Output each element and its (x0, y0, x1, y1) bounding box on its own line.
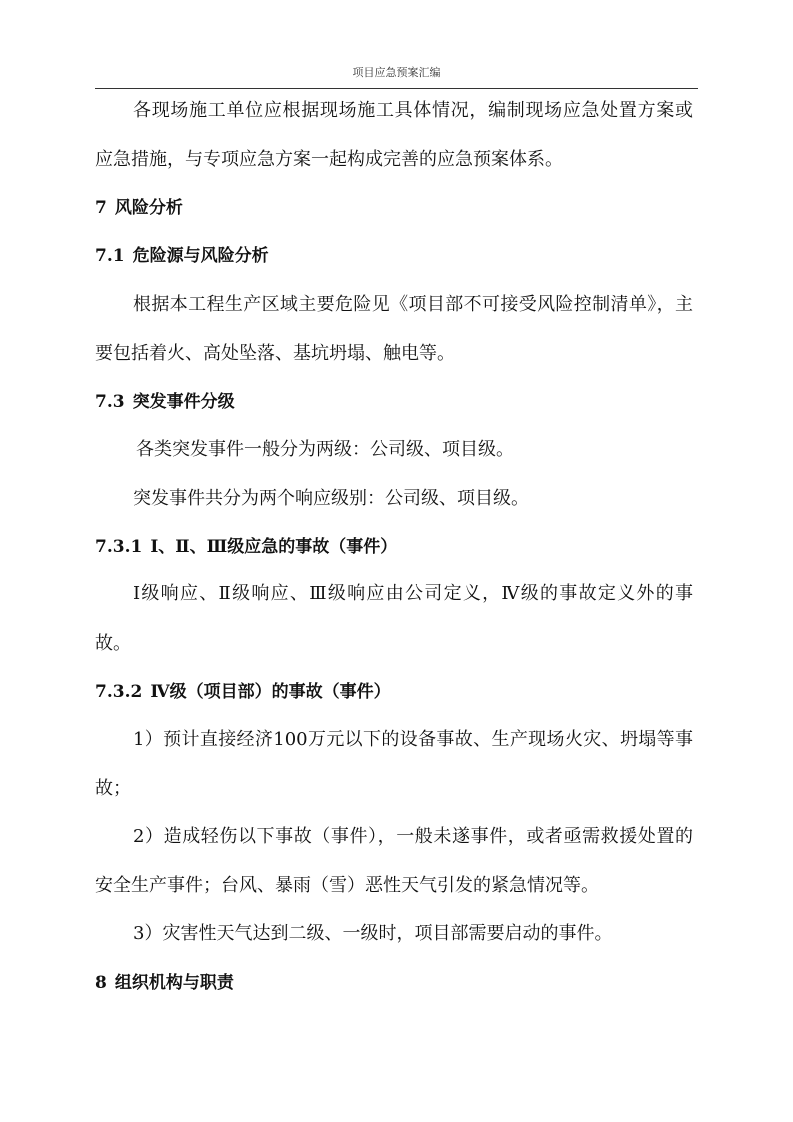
section-number: 7 (95, 198, 107, 218)
paragraph-line: 应急措施，与专项应急方案一起构成完善的应急预案体系。 (95, 149, 563, 170)
section-heading-7 (95, 196, 183, 220)
section-title: 危险源与风险分析 (132, 246, 269, 266)
section-heading-7-3-2 (95, 680, 391, 704)
section-title: 风险分析 (114, 198, 183, 218)
paragraph-line: 故。 (95, 633, 131, 654)
section-number: 7.1 (95, 246, 125, 266)
paragraph-line: 要包括着火、高处坠落、基坑坍塌、触电等。 (95, 343, 455, 364)
section-title: Ⅳ级（项目部）的事故（事件） (150, 682, 391, 702)
section-number: 7.3 (95, 392, 125, 412)
section-number: 7.3.1 (95, 537, 143, 557)
section-heading-8 (95, 971, 234, 995)
list-item-line: 1）预计直接经济100万元以下的设备事故、生产现场火灾、坍塌等事 (133, 729, 693, 750)
paragraph-line: 各类突发事件一般分为两级：公司级、项目级。 (136, 439, 514, 460)
list-item-line: 安全生产事件；台风、暴雨（雪）恶性天气引发的紧急情况等。 (95, 875, 599, 896)
paragraph-line: Ⅰ级响应、Ⅱ级响应、Ⅲ级响应由公司定义，Ⅳ级的事故定义外的事 (133, 583, 693, 604)
section-title: 组织机构与职责 (114, 973, 234, 993)
running-header: 项目应急预案汇编 (352, 66, 441, 79)
list-item-line: 故； (95, 778, 131, 799)
section-heading-7-3 (95, 390, 235, 414)
section-title: 突发事件分级 (132, 392, 235, 412)
list-item-line: 2）造成轻伤以下事故（事件），一般未遂事件，或者亟需救援处置的 (133, 826, 693, 847)
section-title: Ⅰ、Ⅱ、Ⅲ级应急的事故（事件） (150, 537, 398, 557)
section-number: 7.3.2 (95, 682, 143, 702)
header-divider (95, 88, 698, 89)
section-heading-7-3-1 (95, 535, 397, 559)
paragraph-line: 各现场施工单位应根据现场施工具体情况，编制现场应急处置方案或 (133, 100, 693, 121)
section-number: 8 (95, 973, 107, 993)
section-heading-7-1 (95, 244, 269, 268)
list-item-line: 3）灾害性天气达到二级、一级时，项目部需要启动的事件。 (133, 923, 613, 944)
paragraph-line: 突发事件共分为两个响应级别：公司级、项目级。 (133, 488, 529, 509)
paragraph-line: 根据本工程生产区域主要危险见《项目部不可接受风险控制清单》，主 (133, 294, 693, 315)
